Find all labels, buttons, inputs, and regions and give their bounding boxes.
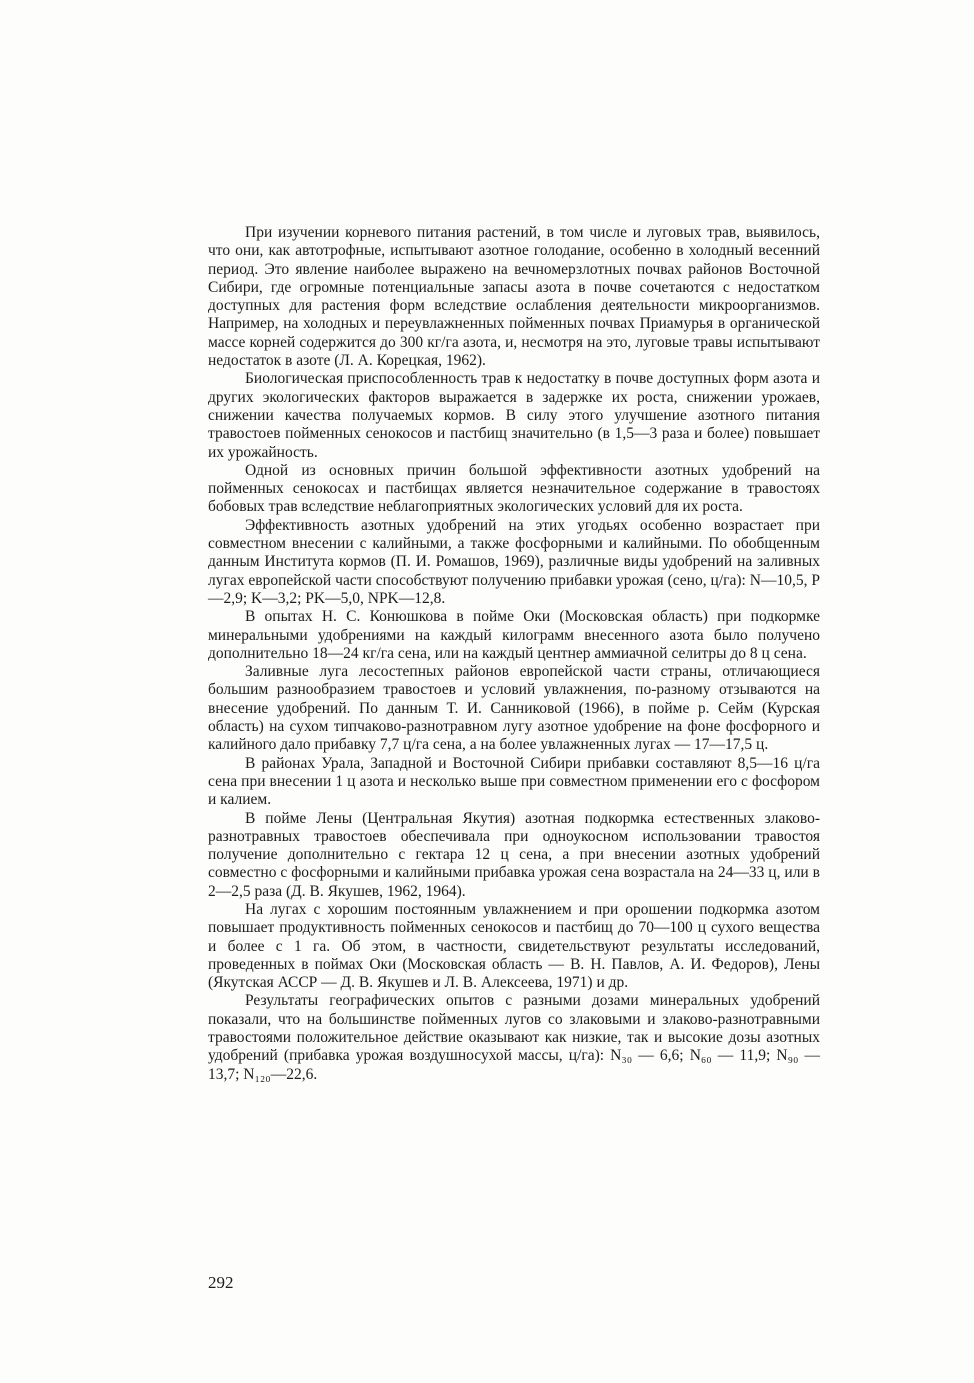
paragraph: При изучении корневого питания растений, в том числе и луговых трав, выявилось, что они, как автотрофные, испытывают азотное голодание, особенно в холодный весенний период. Это явление наиболее выражено на вечномерзлотных почвах районов Восточной Сибири, где огромные потенциальные запасы азота в почве сочетаются с недостатком доступных для растения форм вследствие ослабления деятельности микроорганизмов. Например, на холодных и переувлажненных пойменных почвах Приамурья в органической массе корней содержится до 300 кг/га азота, и, несмотря на это, луговые травы испытывают недостаток в азоте (Л. А. Корецкая, 1962). [208, 224, 820, 370]
paragraph: Эффективность азотных удобрений на этих угодьях особенно возрастает при совместном внесении с калийными, а также фосфорными и калийными. По обобщенным данным Института кормов (П. И. Ромашов, 1969), различные виды удобрений на заливных лугах европейской части способствуют получению прибавки урожая (сено, ц/га): N—10,5, P—2,9; K—3,2; PK—5,0, NPK—12,8. [208, 516, 820, 607]
paragraph: На лугах с хорошим постоянным увлажнением и при орошении подкормка азотом повышает продуктивность пойменных сенокосов и пастбищ до 70—100 ц сухого вещества и более с 1 га. Об этом, в частности, свидетельствуют результаты исследований, проведенных в поймах Оки (Московская область — В. Н. Павлов, А. И. Федоров), Лены (Якутская АССР — Д. В. Якушев и Л. В. Алексеева, 1971) и др. [208, 900, 820, 992]
body-text [208, 224, 820, 1084]
paragraph: В районах Урала, Западной и Восточной Сибири прибавки составляют 8,5—16 ц/га сена при внесении 1 ц азота и несколько выше при совместном применении его с фосфором и калием. [208, 754, 820, 809]
paragraph: Результаты географических опытов с разными дозами минеральных удобрений показали, что на большинстве пойменных лугов со злаковыми и злаково-разнотравными травостоями положительное действие оказывают как низкие, так и высокие дозы азотных удобрений (прибавка урожая воздушносухой массы, ц/га): N₃₀ — 6,6; N₆₀ — 11,9; N₉₀ — 13,7; N₁₂₀—22,6. [208, 992, 820, 1083]
paragraph: Одной из основных причин большой эффективности азотных удобрений на пойменных сенокосах и пастбищах является незначительное содержание в травостоях бобовых трав вследствие неблагоприятных экологических условий для их роста. [208, 461, 820, 516]
paragraph: Биологическая приспособленность трав к недостатку в почве доступных форм азота и других экологических факторов выражается в задержке их роста, снижении урожаев, снижении качества получаемых кормов. В силу этого улучшение азотного питания травостоев пойменных сенокосов и пастбищ значительно (в 1,5—3 раза и более) повышает их урожайность. [208, 370, 820, 461]
paragraph: В пойме Лены (Центральная Якутия) азотная подкормка естественных злаково-разнотравных травостоев обеспечивала при одноукосном использовании травостоя получение дополнительно с гектара 12 ц сена, а при внесении азотных удобрений совместно с фосфорными и калийными прибавка урожая сена возрастала на 24—33 ц, или в 2—2,5 раза (Д. В. Якушев, 1962, 1964). [208, 809, 820, 900]
paragraph: Заливные луга лесостепных районов европейской части страны, отличающиеся большим разнообразием травостоев и условий увлажнения, по-разному отзываются на внесение удобрений. По данным Т. И. Санниковой (1966), в пойме р. Сейм (Курская область) на сухом типчаково-разнотравном лугу азотное удобрение на фоне фосфорного и калийного дало прибавку 7,7 ц/га сена, а на более увлажненных лугах — 17—17,5 ц. [208, 663, 820, 754]
paragraph: В опытах Н. С. Конюшкова в пойме Оки (Московская область) при подкормке минеральными удобрениями на каждый килограмм внесенного азота было получено дополнительно 18—24 кг/га сена, или на каждый центнер аммиачной селитры до 8 ц сена. [208, 608, 820, 662]
page-number: 292 [208, 1273, 234, 1292]
